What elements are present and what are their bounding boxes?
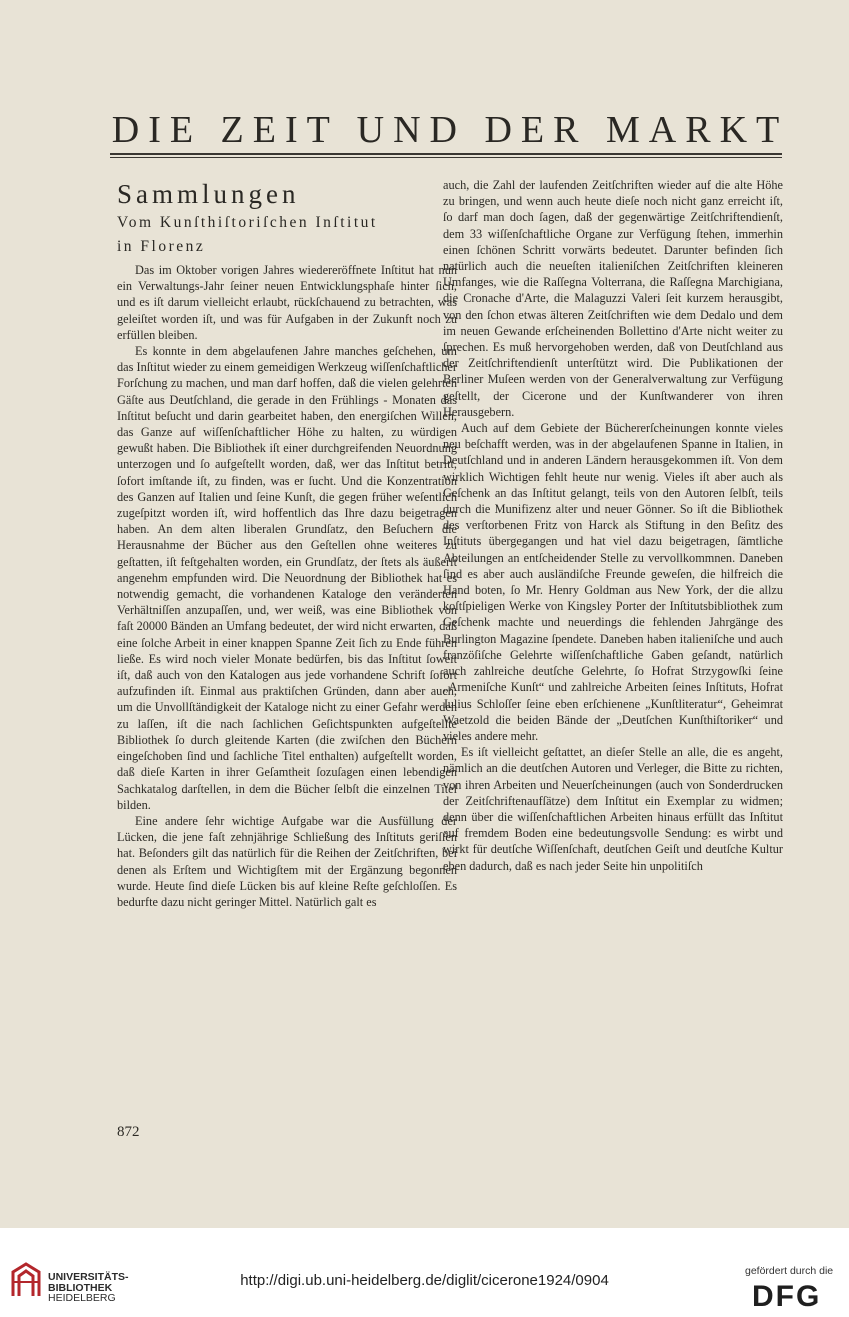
right-paragraph-3: Es iſt vielleicht geſtattet, an dieſer Stelle an alle, die es angeht, nämlich an die deutſchen Autoren und Verleger, die Bitte zu richten, von ihren Arbeiten und Neuerſcheinungen (auch von Sonderdrucken der Zeitſchriftenaufſätze) dem Inſtitut ein Exemplar zu widmen; denn über die wiſſenſchaftlichen Arbeiten hinaus erfüllt das Inſtitut auf fremdem Boden eine bedeutungsvolle Sendung: es wirbt und wirkt für deutſche Wiſſenſchaft, deutſchen Geiſt und deutſche Kultur eben dadurch, daß es nach jeder Seite hin unpolitiſch (443, 745, 783, 873)
library-name-line-3: HEIDELBERG (48, 1292, 116, 1304)
article-subtitle-line-1: Vom Kunſthiſtoriſchen Inſtitut (117, 214, 378, 231)
running-header: DIE ZEIT UND DER MARKT (111, 109, 789, 151)
right-column (443, 177, 783, 874)
left-paragraph-3: Eine andere ſehr wichtige Aufgabe war die Ausfüllung der Lücken, die jene faſt zehnjährige Schließung des Inſtituts geriſſen hat. Beſonders gilt das natürlich für die Reihen der Zeitſchriften, bei denen als Erſtem und Wichtigſtem mit der Ergänzung begonnen wurde. Heute ſind dieſe Lücken bis auf kleine Reſte geſchloſſen. Es bedurfte dazu nicht geringer Mittel. Natürlich galt es (117, 813, 457, 909)
right-paragraph-1: auch, die Zahl der laufenden Zeitſchriften wieder auf die alte Höhe zu bringen, und wenn auch heute dieſe noch nicht ganz erreicht iſt, ſo darf man doch ſagen, daß der gegenwärtige Zeitſchriftendienſt, dem 33 wiſſenſchaftliche Organe zur Verfügung ſtehen, immerhin einen ſchönen Schritt vorwärts bedeutet. Darunter befinden ſich natürlich auch die neueſten italieniſchen Zeitſchriften kleineren Umfanges, wie die Raſſegna Volterrana, die Raſſegna Marchigiana, die Cronache d'Arte, die Malaguzzi Valeri ſeit kurzem herausgibt, von den ſchon etwas älteren Zeitſchriften wie dem Dedalo und dem im neuen Gewande erſcheinenden Bollettino d'Arte nicht weiter zu ſprechen. Es muß hervorgehoben werden, daß von Deutſchland aus der Zeitſchriftendienſt unterſtützt wird. Die Publikationen der Berliner Muſeen werden von der Generalverwaltung zur Verfügung geſtellt, der Cicerone und der Kunſtwanderer von ihren Herausgebern. (443, 178, 783, 419)
right-paragraph-2: Auch auf dem Gebiete der Büchererſcheinungen konnte vieles neu beſchafft werden, was in der abgelaufenen Spanne in Italien, in Deutſchland und in anderen Ländern herausgekommen iſt. Von dem wirklich Wichtigen fehlt heute nur wenig. Vieles iſt aber auch als Geſchenk an das Inſtitut gelangt, teils von den Autoren ſelbſt, teils durch die Munifizenz alter und neuer Gönner. So iſt die Bibliothek des verſtorbenen Fritz von Harck als Stiftung in den Beſitz des Inſtituts übergegangen und hat viel dazu beigetragen, ſämtliche Abteilungen an entſcheidender Stelle zu vervollkommnen. Daneben ſind es aber auch ausländiſche Freunde geweſen, die hilfreich die Hand boten, ſo Mr. Henry Goldman aus New York, der die allzu koſtſpieligen Werke von Kingsley Porter der Inſtitutsbibliothek zum Geſchenk machte und neuerdings die fehlenden Jahrgänge des Burlington Magazine ſpendete. Daneben haben italieniſche und auch franzöſiſche Gelehrte wiſſenſchaftliche Gaben geſandt, natürlich auch zahlreiche deutſche Gelehrte, ſo Hofrat Strzygowſki ſeine „Armeniſche Kunſt“ und zahlreiche Arbeiten ſeines Inſtituts, Hofrat Julius Schloſſer ſeine eben erſchienene „Kunſtliteratur“, Geheimrat Waetzold die beiden Bände der „Deutſchen Kunſthiſtoriker“ und vieles andere mehr. (443, 421, 783, 743)
header-rule-thick (110, 153, 782, 155)
header-rule-thin (110, 157, 782, 158)
left-paragraph-1: Das im Oktober vorigen Jahres wiedereröffnete Inſtitut hat nun ein Verwaltungs-Jahr ſeiner neuen Entwicklungsphaſe hinter ſich, und es iſt darum vielleicht erlaubt, rückſchauend zu betrachten, was geleiſtet worden iſt, und was für Aufgaben in der Zukunft noch zu erfüllen bleiben. (117, 263, 457, 342)
article-title: Sammlungen (117, 179, 300, 209)
funding-caption: gefördert durch die (745, 1265, 834, 1277)
dfg-logo-text: DFG (752, 1281, 822, 1309)
permalink-url[interactable]: http://digi.ub.uni-heidelberg.de/diglit/cicerone1924/0904 (240, 1272, 609, 1289)
page-number: 872 (117, 1124, 140, 1140)
article-subtitle-line-2: in Florenz (117, 238, 206, 255)
left-paragraph-2: Es konnte in dem abgelaufenen Jahre manches geſchehen, um das Inſtitut wieder zu einem gemeidigen Werkzeug wiſſenſchaftlicher Forſchung zu machen, und man darf hoffen, daß die vielen gelehrten Gäſte aus Deutſchland, die gerade in den Frühlings - Monaten das Inſtitut beſucht und darin gearbeitet haben, den energiſchen Willen, das Ganze auf wiſſenſchaftlicher Höhe zu halten, zu würdigen gewußt haben. Die Bibliothek iſt einer durchgreifenden Neuordnung unterzogen und ſo aufgeſtellt worden, daß, wer das Inſtitut betritt, ſofort imſtande iſt, zu finden, was er ſucht. Und die Konzentration des Ganzen auf Italien und ſeine Kunſt, die gegen früher weſentlich zugeſpitzt worden iſt, wird hoffentlich das Ihre dazu beigetragen haben. An dem alten liberalen Grundſatz, den Beſuchern die Herausnahme der Bücher aus den Geſtellen ohne weiteres zu geſtatten, iſt feſtgehalten worden, ein Grundſatz, der ſtets als äußerſt angenehm empfunden wird. Die Neuordnung der Bibliothek hat es notwendig gemacht, die vorhandenen Kataloge den veränderten Verhältniſſen anzupaſſen, und, wer weiß, was eine Bibliothek von faſt 20000 Bänden an Umfang bedeutet, der wird nicht erwarten, daß eine ſolche Arbeit in einer knappen Spanne Zeit ſich zu Ende führen ließe. Es wird noch vieler Monate bedürfen, bis das Inſtitut ſoweit iſt, daß auch von den Katalogen aus jede vorhandene Schrift ſofort aufzufinden iſt. Einmal aus praktiſchen Gründen, dann aber auch, um die Unvollſtändigkeit der Kataloge nicht zu einer Gefahr werden zu laſſen, iſt die nach ſachlichen Geſichtspunkten aufgeſtellte Bibliothek ſo durch gleitende Karten (die zwiſchen den Büchern eingeſchoben ſind und ſachliche Titel enthalten) aufgeſtellt worden, daß dieſe Karten in ihrer Geſamtheit ſozuſagen einen lebendigen Sachkatalog darſtellen, in dem die Bücher ſelbſt die einzelnen Titel bilden. (117, 344, 457, 812)
dfg-logo-icon (752, 1281, 838, 1309)
left-column (117, 178, 457, 910)
library-name-line-2: BIBLIOTHEK (48, 1281, 113, 1294)
library-name-line-1: UNIVERSITÄTS- (48, 1271, 129, 1283)
